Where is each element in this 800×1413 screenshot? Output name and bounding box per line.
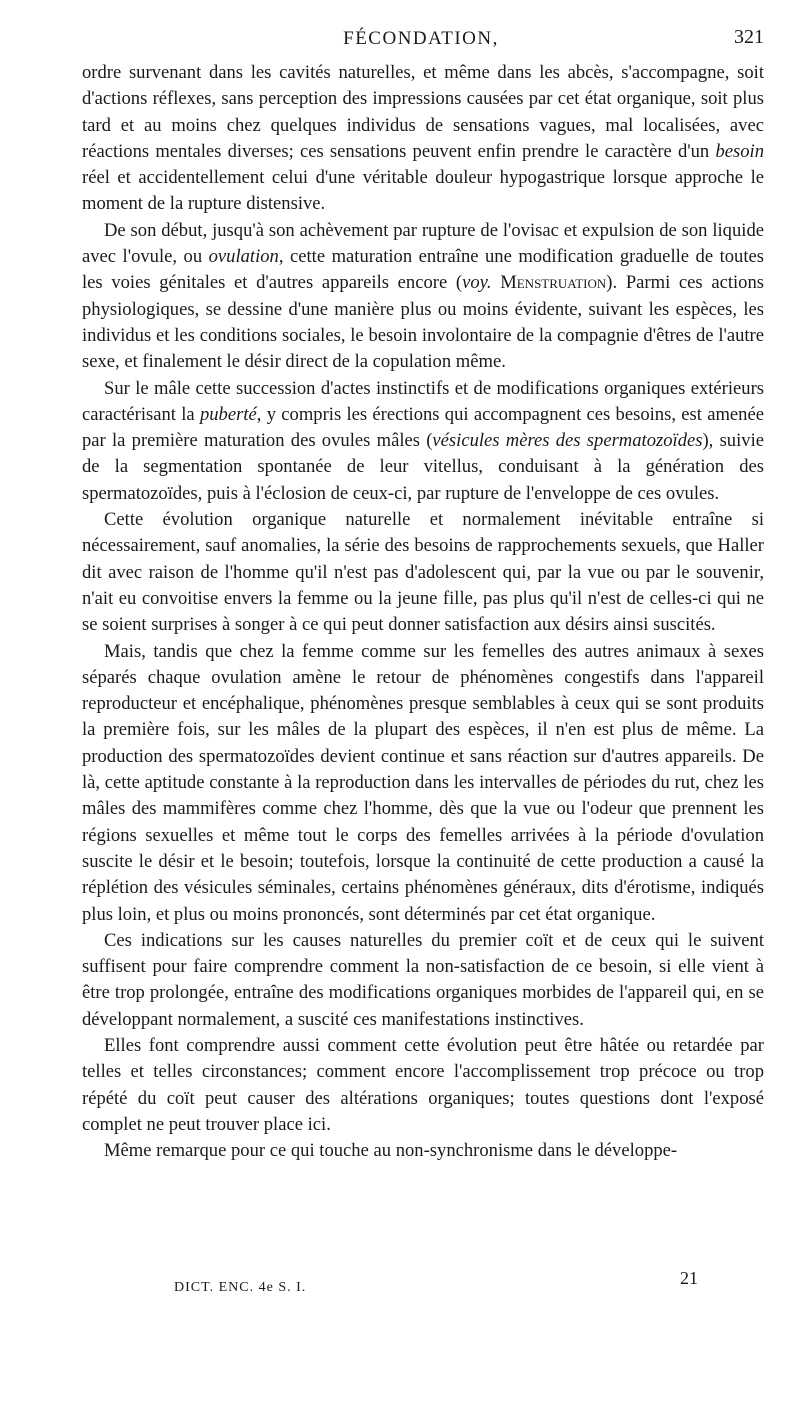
- signature-mark: 21: [680, 1268, 698, 1288]
- volume-reference: DICT. ENC. 4e S. I.: [174, 1280, 307, 1295]
- italic-term: besoin: [715, 140, 764, 162]
- text-run: De son début, jusqu'à son achèvement par rupture de l'ovisac et expulsion de son liquide avec l'ovule, ou: [82, 219, 764, 268]
- cross-reference: Menstruation: [500, 272, 607, 294]
- italic-term: ovulation: [208, 246, 279, 268]
- running-head: [80, 26, 762, 52]
- text-run: Mais, tandis que chez la femme comme sur les femelles des autres animaux à sexes séparés chaque ovulation amène le retour de phénomènes congestifs dans l'appareil reproducteur et encéphalique, phénomènes presque semblables à ceux qui se sont produits la première fois, sur les mâles de la plupart des espèces, il n'en est plus de même. La production des spermatozoïdes devient continue et sans réaction sur d'autres appareils. De là, cette aptitude constante à la reproduction dans les intervalles de périodes du rut, chez les mâles des mammifères comme chez l'homme, dès que la vue ou l'odeur que prennent les régions sexuelles et même tout le corps des femelles arrivées à la période d'ovulation suscite le désir et le besoin; toutefois, lorsque la continuité de cette production a causé la réplétion des vésicules séminales, certains phénomènes généraux, dits d'érotisme, indiqués plus loin, et plus ou moins prononcés, sont déterminés par cet état organique.: [82, 640, 764, 925]
- paragraph: [82, 639, 764, 928]
- italic-term: puberté: [199, 403, 257, 425]
- paragraph: [82, 507, 764, 638]
- text-run: Cette évolution organique naturelle et normalement inévitable entraîne si nécessairement, sauf anomalies, la série des besoins de rapprochements sexuels, que Haller dit avec raison de l'homme qu'il n'est pas d'adolescent qui, par la vue ou par le souvenir, n'ait eu convoitise envers la femme ou la jeune fille, pas plus qu'il n'est de celles-ci qui ne se soient surprises à songer à ce qui peut donner satisfaction aux désirs ainsi suscités.: [82, 509, 764, 636]
- text-run: , y compris les érections qui accompagnent ces besoins, est amenée par la première maturation des ovules mâles (: [82, 403, 764, 452]
- text-run: ). Parmi ces actions physiologiques, se dessine d'une manière plus ou moins évidente, suivant les espèces, les individus et les conditions sociales, le besoin involontaire de la compagnie d'êtres de l'autre sexe, et finalement le désir direct de la copulation même.: [82, 272, 765, 373]
- paragraph: [82, 376, 764, 507]
- italic-term: vésicules mères des spermatozoïdes: [432, 430, 703, 452]
- paragraph: [82, 928, 764, 1033]
- body-text: [82, 60, 764, 1164]
- text-run: [492, 272, 501, 293]
- paragraph: [82, 218, 764, 376]
- text-run: Elles font comprendre aussi comment cette évolution peut être hâtée ou retardée par telles et telles circonstances; comment encore l'accomplissement trop précoce ou trop répété du coït peut causer des altérations organiques; toutes questions dont l'exposé complet ne peut trouver place ici.: [82, 1034, 764, 1135]
- text-run: ), suivie de la segmentation spontanée de leur vitellus, conduisant à la génération des spermatozoïdes, puis à l'éclosion de ceux-ci, par rupture de l'enveloppe de ces ovules.: [82, 430, 764, 504]
- text-run: Même remarque pour ce qui touche au non-synchronisme dans le développe-: [104, 1140, 678, 1162]
- italic-term: voy.: [462, 272, 492, 294]
- text-run: Ces indications sur les causes naturelles du premier coït et de ceux qui le suivent suffisent pour faire comprendre comment la non-satisfaction de ce besoin, si elle vient à être trop prolongée, entraîne des modifications organiques morbides de l'appareil qui, en se développant normalement, a suscité ces manifestations instinctives.: [82, 929, 764, 1030]
- paragraph: [82, 1138, 764, 1164]
- paragraph: [82, 60, 764, 218]
- page-number: 321: [734, 26, 764, 48]
- text-run: ordre survenant dans les cavités naturelles, et même dans les abcès, s'accompagne, soit d'actions réflexes, sans perception des impressions causées par cet état organique, soit plus tard et au moins chez quelques individus de sensations vagues, mal localisées, avec réactions mentales diverses; ces sensations peuvent enfin prendre le caractère d'un: [82, 62, 764, 162]
- text-run: réel et accidentellement celui d'une véritable douleur hypogastrique lorsque approche le moment de la rupture distensive.: [82, 167, 764, 215]
- text-run: Sur le mâle cette succession d'actes instinctifs et de modifications organiques extérieurs caractérisant la: [82, 377, 764, 425]
- text-run: , cette maturation entraîne une modification graduelle de toutes les voies génitales et d'autres appareils encore (: [82, 246, 764, 294]
- page-footer: [82, 1268, 764, 1308]
- paragraph: [82, 1033, 764, 1138]
- running-title: FÉCONDATION,: [343, 28, 499, 49]
